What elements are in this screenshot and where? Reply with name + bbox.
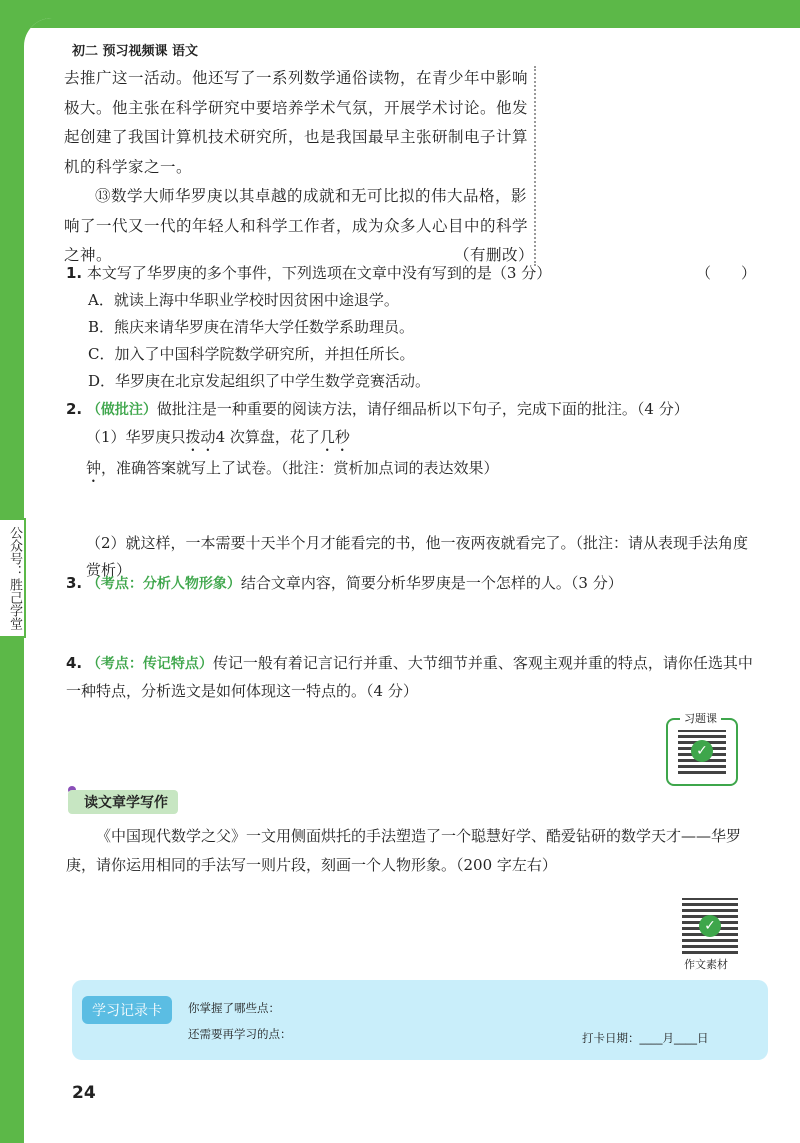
check-icon: ✓ [691,740,713,762]
option-a: A．就读上海中华职业学校时因贫困中途退学。 [88,291,399,309]
option-d: D．华罗庚在北京发起组织了中学生数学竞赛活动。 [88,372,431,390]
page-number: 24 [72,1083,96,1103]
question-text: 本文写了华罗庚的多个事件，下列选项在文章中没有写到的是（3 分） [86,264,552,282]
sub-text: ，准确答案就写上了试卷。（批注：赏析加点词的表达效果） [101,459,499,477]
passage [64,64,534,271]
passage-text: ⑬数学大师华罗庚以其卓越的成就和无可比拟的伟大品格，影响了一代又一代的年轻人和科学工作者，成为众多人心目中的科学之神。 [64,187,529,264]
question-number: 3. [66,574,83,592]
check-icon: ✓ [699,915,721,937]
question-number: 1. [66,264,83,282]
option-b: B．熊庆来请华罗庚在清华大学任数学系助理员。 [88,318,415,336]
emphasized-word: 拨动 [185,428,216,446]
top-bar [24,18,800,28]
record-line: 你掌握了哪些点： [188,1001,280,1015]
question-tag: （考点：传记特点） [86,656,213,672]
question-3 [66,570,756,598]
question-tag: （做批注） [86,402,157,418]
source-note: （有删改） [453,246,534,264]
page-header: 初二 预习视频课 语文 [72,44,199,59]
sub-text: （1）华罗庚只 [86,428,186,446]
writing-text: 《中国现代数学之父》一文用侧面烘托的手法塑造了一个聪慧好学、酷爱钻研的数学天才——华罗庚，请你运用相同的手法写一则片段，刻画一个人物形象。（200 字左右） [66,827,742,874]
divider [534,66,536,266]
sub-question-2: （2）就这样，一本需要十天半个月才能看完的书，他一夜两夜就看完了。（批注：请从表现手法角度赏析） [86,534,749,579]
question-number: 2. [66,400,83,418]
study-record-card [72,980,768,1060]
question-number: 4. [66,654,83,672]
writing-prompt [66,822,756,880]
side-tab [0,518,26,638]
qr-code-writing[interactable] [680,898,740,954]
answer-bracket: （ ） [695,264,756,282]
section-title: 读文章学写作 [68,790,178,814]
qr-label: 习题课 [680,710,721,726]
question-tag: （考点：分析人物形象） [86,576,241,592]
option-c: C．加入了中国科学院数学研究所，并担任所长。 [88,345,415,363]
question-text: 做批注是一种重要的阅读方法，请仔细品析以下句子，完成下面的批注。（4 分） [156,400,689,418]
record-card-label: 学习记录卡 [82,996,172,1024]
sub-text: 4 次算盘，花了 [215,428,320,446]
question-4 [66,650,756,705]
question-text: 传记一般有着记言记行并重、大节细节并重、客观主观并重的特点，请你任选其中一种特点，分析选文是如何体现这一特点的。（4 分） [66,654,753,700]
passage-paragraph: 去推广这一活动。他还写了一系列数学通俗读物，在青少年中影响极大。他主张在科学研究中要培养学术气氛，开展学术讨论。他发起创建了我国计算机技术研究所，也是我国最早主张研制电子计算机的科学家之一。 [64,69,529,176]
question-2 [66,396,756,584]
qr-label: 作文素材 [684,958,728,971]
question-1 [66,260,756,395]
page [24,18,800,1143]
qr-code-exercise[interactable] [666,718,738,786]
passage-paragraph [64,182,534,271]
question-text: 结合文章内容，简要分析华罗庚是一个怎样的人。（3 分） [240,574,623,592]
record-line: 还需要再学习的点： [188,1027,292,1041]
emphasized-word: 几秒钟 [86,428,350,477]
side-tab-text: 公众号：胜己学堂 [7,526,22,630]
check-in-date: 打卡日期：____月____日 [582,1031,709,1045]
sub-question-1 [66,424,756,486]
